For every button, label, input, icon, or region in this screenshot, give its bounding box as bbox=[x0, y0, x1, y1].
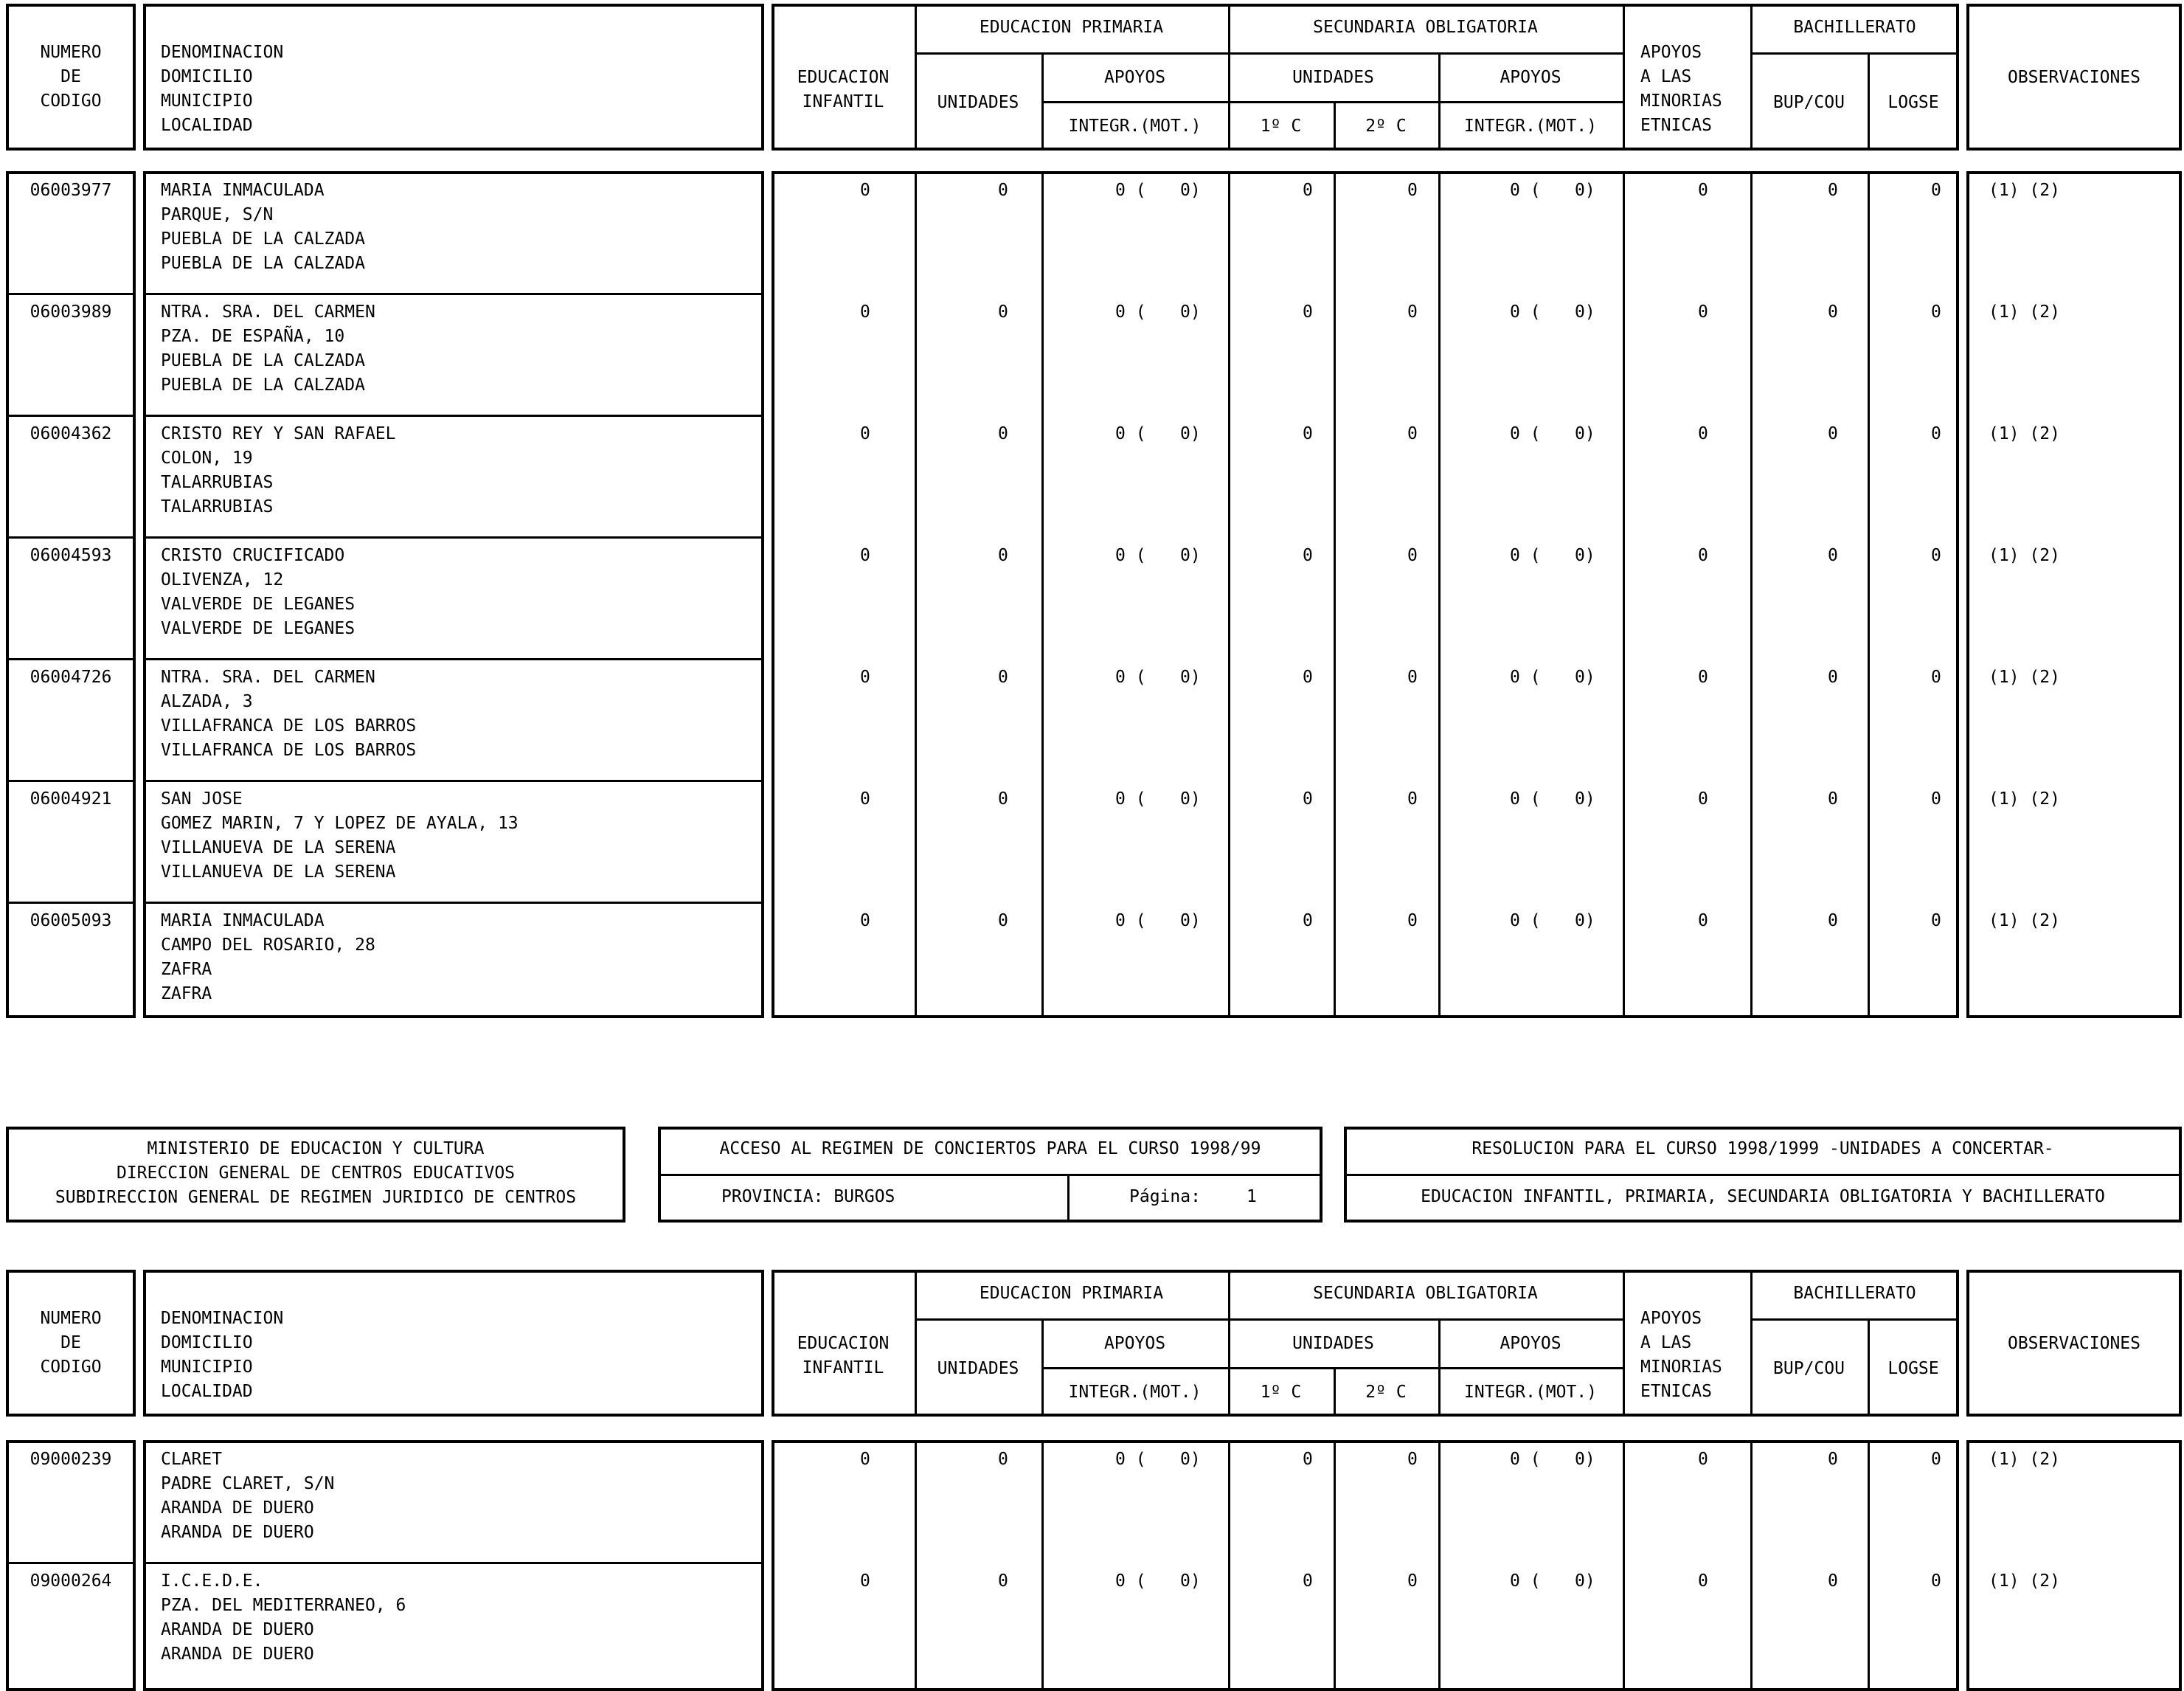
row-denominacion-line: PUEBLA DE LA CALZADA bbox=[161, 254, 365, 273]
rule-line bbox=[143, 536, 764, 539]
row-secundaria-2c: 0 bbox=[1407, 424, 1418, 443]
header-segundo-ciclo: 2º C bbox=[1365, 117, 1407, 136]
row-denominacion-line: GOMEZ MARIN, 7 Y LOPEZ DE AYALA, 13 bbox=[161, 814, 519, 833]
row-code: 09000264 bbox=[30, 1571, 112, 1591]
row-denominacion-line: SAN JOSE bbox=[161, 789, 243, 809]
row-minorias: 0 bbox=[1698, 911, 1708, 930]
row-logse: 0 bbox=[1931, 789, 1941, 809]
header-secundaria-obligatoria: SECUNDARIA OBLIGATORIA bbox=[1313, 18, 1538, 37]
header-bup-cou: BUP/COU bbox=[1773, 93, 1845, 112]
header-minorias-line: A LAS bbox=[1640, 1333, 1692, 1352]
row-denominacion bbox=[161, 179, 736, 276]
row-educacion-infantil: 0 bbox=[860, 1450, 870, 1469]
header-codigo-line: NUMERO bbox=[40, 43, 102, 62]
row-observaciones: (1) (2) bbox=[1989, 668, 2060, 687]
row-primaria-unidades: 0 bbox=[998, 546, 1008, 565]
header-logse: LOGSE bbox=[1887, 93, 1939, 112]
header-educacion-primaria: EDUCACION PRIMARIA bbox=[979, 1284, 1164, 1303]
row-secundaria-1c: 0 bbox=[1303, 1571, 1313, 1591]
header-unidades-secundaria: UNIDADES bbox=[1292, 1334, 1374, 1353]
header-denominacion-line: DENOMINACION bbox=[161, 43, 284, 62]
header-minorias-line: ETNICAS bbox=[1640, 1382, 1712, 1401]
row-bup-cou: 0 bbox=[1828, 424, 1838, 443]
pagina-number: 1 bbox=[1247, 1187, 1257, 1206]
row-secundaria-1c: 0 bbox=[1303, 546, 1313, 565]
rule-line bbox=[6, 780, 136, 782]
rule-line bbox=[143, 902, 764, 904]
row-denominacion-line: VALVERDE DE LEGANES bbox=[161, 619, 356, 638]
row-minorias: 0 bbox=[1698, 546, 1708, 565]
rule-line bbox=[1041, 1367, 1228, 1369]
rule-line bbox=[1623, 171, 1625, 1018]
row-secundaria-apoyos: 0 ( bbox=[1510, 424, 1541, 443]
row-code: 09000239 bbox=[30, 1450, 112, 1469]
row-denominacion-line: NTRA. SRA. DEL CARMEN bbox=[161, 668, 375, 687]
header-educacion-primaria: EDUCACION PRIMARIA bbox=[979, 18, 1164, 37]
header-bup-cou: BUP/COU bbox=[1773, 1359, 1845, 1378]
row-primaria-unidades: 0 bbox=[998, 1450, 1008, 1469]
row-secundaria-integr: 0) bbox=[1575, 1571, 1595, 1591]
row-denominacion-line: VILLAFRANCA DE LOS BARROS bbox=[161, 716, 417, 736]
rule-line bbox=[1750, 52, 1959, 55]
row-secundaria-2c: 0 bbox=[1407, 181, 1418, 200]
row-secundaria-2c: 0 bbox=[1407, 546, 1418, 565]
header-denominacion bbox=[161, 41, 456, 138]
row-denominacion-line: VILLANUEVA DE LA SERENA bbox=[161, 838, 396, 857]
row-code: 06005093 bbox=[30, 911, 112, 930]
body-observaciones-box bbox=[1966, 1440, 2182, 1691]
row-secundaria-2c: 0 bbox=[1407, 1571, 1418, 1591]
header-educacion-infantil-line: EDUCACION bbox=[797, 1334, 890, 1353]
row-observaciones: (1) (2) bbox=[1989, 302, 2060, 322]
row-educacion-infantil: 0 bbox=[860, 1571, 870, 1591]
rule-line bbox=[1623, 1270, 1625, 1417]
ministry-text-line: SUBDIRECCION GENERAL DE REGIMEN JURIDICO DE CENTROS bbox=[55, 1188, 577, 1207]
row-primaria-unidades: 0 bbox=[998, 911, 1008, 930]
rule-line bbox=[915, 171, 917, 1018]
row-secundaria-1c: 0 bbox=[1303, 181, 1313, 200]
row-primaria-integr: 0) bbox=[1180, 1450, 1201, 1469]
row-minorias: 0 bbox=[1698, 1450, 1708, 1469]
header-educacion-infantil-line: INFANTIL bbox=[802, 1358, 884, 1377]
header-secundaria-obligatoria: SECUNDARIA OBLIGATORIA bbox=[1313, 1284, 1538, 1303]
rule-line bbox=[6, 902, 136, 904]
rule-line bbox=[6, 415, 136, 417]
row-primaria-apoyos: 0 ( bbox=[1115, 302, 1146, 322]
row-denominacion-line: PARQUE, S/N bbox=[161, 205, 274, 224]
row-observaciones: (1) (2) bbox=[1989, 546, 2060, 565]
header-minorias-line: MINORIAS bbox=[1640, 1358, 1722, 1377]
header-denominacion-line: DENOMINACION bbox=[161, 1309, 284, 1328]
rule-line bbox=[6, 1562, 136, 1564]
row-logse: 0 bbox=[1931, 911, 1941, 930]
row-observaciones: (1) (2) bbox=[1989, 789, 2060, 809]
row-primaria-integr: 0) bbox=[1180, 546, 1201, 565]
row-denominacion bbox=[161, 300, 736, 398]
ministry-text-line: DIRECCION GENERAL DE CENTROS EDUCATIVOS bbox=[116, 1163, 516, 1183]
row-logse: 0 bbox=[1931, 1450, 1941, 1469]
rule-line bbox=[143, 415, 764, 417]
header-apoyos-secundaria: APOYOS bbox=[1500, 1334, 1561, 1353]
row-minorias: 0 bbox=[1698, 1571, 1708, 1591]
row-denominacion-line: TALARRUBIAS bbox=[161, 497, 274, 516]
row-observaciones: (1) (2) bbox=[1989, 1450, 2060, 1469]
row-logse: 0 bbox=[1931, 546, 1941, 565]
row-primaria-apoyos: 0 ( bbox=[1115, 424, 1146, 443]
row-primaria-unidades: 0 bbox=[998, 1571, 1008, 1591]
header-unidades-primaria: UNIDADES bbox=[937, 93, 1019, 112]
row-minorias: 0 bbox=[1698, 424, 1708, 443]
row-denominacion-line: COLON, 19 bbox=[161, 449, 253, 468]
row-secundaria-1c: 0 bbox=[1303, 424, 1313, 443]
row-primaria-integr: 0) bbox=[1180, 424, 1201, 443]
header-integr-primaria: INTEGR.(MOT.) bbox=[1068, 1383, 1202, 1402]
rule-line bbox=[143, 1562, 764, 1564]
row-denominacion bbox=[161, 1569, 736, 1667]
row-denominacion-line: VILLAFRANCA DE LOS BARROS bbox=[161, 741, 417, 760]
row-logse: 0 bbox=[1931, 1571, 1941, 1591]
row-secundaria-apoyos: 0 ( bbox=[1510, 911, 1541, 930]
row-observaciones: (1) (2) bbox=[1989, 181, 2060, 200]
rule-line bbox=[915, 52, 1623, 55]
header-unidades-primaria: UNIDADES bbox=[937, 1359, 1019, 1378]
header-minorias bbox=[1640, 41, 1751, 138]
body-codigo-box bbox=[6, 1440, 136, 1691]
row-denominacion-line: PZA. DEL MEDITERRANEO, 6 bbox=[161, 1596, 406, 1615]
row-secundaria-2c: 0 bbox=[1407, 911, 1418, 930]
row-secundaria-apoyos: 0 ( bbox=[1510, 668, 1541, 687]
row-denominacion-line: PADRE CLARET, S/N bbox=[161, 1474, 335, 1493]
header-denominacion-line: DOMICILIO bbox=[161, 1333, 253, 1352]
rule-line bbox=[1623, 1440, 1625, 1691]
row-primaria-apoyos: 0 ( bbox=[1115, 789, 1146, 809]
row-secundaria-2c: 0 bbox=[1407, 789, 1418, 809]
row-observaciones: (1) (2) bbox=[1989, 1571, 2060, 1591]
rule-line bbox=[1228, 1367, 1623, 1369]
row-secundaria-2c: 0 bbox=[1407, 302, 1418, 322]
row-educacion-infantil: 0 bbox=[860, 789, 870, 809]
row-primaria-unidades: 0 bbox=[998, 668, 1008, 687]
header-integr-secundaria: INTEGR.(MOT.) bbox=[1463, 1383, 1597, 1402]
acceso-text: ACCESO AL REGIMEN DE CONCIERTOS PARA EL CURSO 1998/99 bbox=[719, 1139, 1261, 1158]
row-primaria-integr: 0) bbox=[1180, 789, 1201, 809]
header-apoyos-primaria: APOYOS bbox=[1103, 68, 1166, 87]
resolucion-text: RESOLUCION PARA EL CURSO 1998/1999 -UNIDADES A CONCERTAR- bbox=[1471, 1139, 2054, 1158]
row-educacion-infantil: 0 bbox=[860, 181, 870, 200]
row-primaria-apoyos: 0 ( bbox=[1115, 911, 1146, 930]
row-educacion-infantil: 0 bbox=[860, 668, 870, 687]
row-bup-cou: 0 bbox=[1828, 181, 1838, 200]
row-denominacion-line: CRISTO CRUCIFICADO bbox=[161, 546, 345, 565]
row-denominacion-line: ARANDA DE DUERO bbox=[161, 1620, 314, 1639]
provincia-text: PROVINCIA: BURGOS bbox=[721, 1187, 895, 1206]
header-codigo-line: DE bbox=[60, 1333, 81, 1352]
row-code: 06004593 bbox=[30, 546, 112, 565]
row-primaria-integr: 0) bbox=[1180, 302, 1201, 322]
rule-line bbox=[1750, 1440, 1753, 1691]
row-denominacion-line: MARIA INMACULADA bbox=[161, 181, 325, 200]
header-codigo-line: NUMERO bbox=[40, 1309, 102, 1328]
header-primer-ciclo: 1º C bbox=[1260, 117, 1302, 136]
rule-line bbox=[1344, 1174, 2182, 1176]
row-denominacion-line: OLIVENZA, 12 bbox=[161, 570, 284, 589]
row-denominacion bbox=[161, 544, 736, 641]
header-educacion-infantil bbox=[772, 1332, 915, 1380]
row-secundaria-1c: 0 bbox=[1303, 1450, 1313, 1469]
row-denominacion-line: ARANDA DE DUERO bbox=[161, 1523, 314, 1542]
header-educacion-infantil bbox=[772, 66, 915, 114]
header-codigo bbox=[6, 1307, 136, 1380]
row-primaria-apoyos: 0 ( bbox=[1115, 181, 1146, 200]
rule-line bbox=[6, 293, 136, 295]
header-integr-secundaria: INTEGR.(MOT.) bbox=[1463, 117, 1597, 136]
header-educacion-infantil-line: INFANTIL bbox=[802, 92, 884, 111]
row-bup-cou: 0 bbox=[1828, 546, 1838, 565]
row-secundaria-apoyos: 0 ( bbox=[1510, 1571, 1541, 1591]
row-denominacion bbox=[161, 665, 736, 763]
rule-line bbox=[1041, 171, 1044, 1018]
rule-line bbox=[1228, 1440, 1230, 1691]
rule-line bbox=[6, 658, 136, 660]
row-denominacion-line: PZA. DE ESPAÑA, 10 bbox=[161, 327, 345, 346]
row-denominacion-line: ALZADA, 3 bbox=[161, 692, 253, 711]
header-logse: LOGSE bbox=[1887, 1359, 1939, 1378]
row-denominacion-line: MARIA INMACULADA bbox=[161, 911, 325, 930]
row-bup-cou: 0 bbox=[1828, 789, 1838, 809]
row-logse: 0 bbox=[1931, 302, 1941, 322]
row-primaria-apoyos: 0 ( bbox=[1115, 1450, 1146, 1469]
body-main-box bbox=[772, 1440, 1959, 1691]
rule-line bbox=[143, 780, 764, 782]
rule-line bbox=[1334, 171, 1336, 1018]
row-denominacion-line: ZAFRA bbox=[161, 984, 212, 1003]
row-primaria-integr: 0) bbox=[1180, 668, 1201, 687]
row-secundaria-integr: 0) bbox=[1575, 424, 1595, 443]
row-secundaria-integr: 0) bbox=[1575, 668, 1595, 687]
row-secundaria-integr: 0) bbox=[1575, 302, 1595, 322]
rule-line bbox=[915, 1318, 1623, 1321]
row-denominacion-line: ARANDA DE DUERO bbox=[161, 1498, 314, 1518]
row-secundaria-integr: 0) bbox=[1575, 181, 1595, 200]
row-denominacion bbox=[161, 787, 736, 885]
rule-line bbox=[1438, 1440, 1441, 1691]
row-secundaria-apoyos: 0 ( bbox=[1510, 546, 1541, 565]
header-bachillerato: BACHILLERATO bbox=[1793, 18, 1916, 37]
row-observaciones: (1) (2) bbox=[1989, 424, 2060, 443]
row-denominacion-line: PUEBLA DE LA CALZADA bbox=[161, 351, 365, 370]
row-observaciones: (1) (2) bbox=[1989, 911, 2060, 930]
header-denominacion bbox=[161, 1307, 456, 1404]
header-bachillerato: BACHILLERATO bbox=[1793, 1284, 1916, 1303]
header-denominacion-line: LOCALIDAD bbox=[161, 1382, 253, 1401]
row-primaria-unidades: 0 bbox=[998, 302, 1008, 322]
rule-line bbox=[658, 1174, 1322, 1176]
row-denominacion-line: CRISTO REY Y SAN RAFAEL bbox=[161, 424, 396, 443]
header-denominacion-line: DOMICILIO bbox=[161, 67, 253, 86]
rule-line bbox=[915, 1440, 917, 1691]
row-secundaria-apoyos: 0 ( bbox=[1510, 181, 1541, 200]
row-logse: 0 bbox=[1931, 668, 1941, 687]
rule-line bbox=[1750, 171, 1753, 1018]
header-integr-primaria: INTEGR.(MOT.) bbox=[1068, 117, 1202, 136]
row-secundaria-integr: 0) bbox=[1575, 911, 1595, 930]
row-secundaria-integr: 0) bbox=[1575, 789, 1595, 809]
rule-line bbox=[1623, 4, 1625, 151]
row-denominacion-line: I.C.E.D.E. bbox=[161, 1571, 263, 1591]
header-codigo-line: CODIGO bbox=[40, 1358, 102, 1377]
rule-line bbox=[143, 658, 764, 660]
row-secundaria-1c: 0 bbox=[1303, 302, 1313, 322]
rule-line bbox=[1041, 1440, 1044, 1691]
rule-line bbox=[1041, 101, 1228, 103]
row-primaria-unidades: 0 bbox=[998, 424, 1008, 443]
row-secundaria-apoyos: 0 ( bbox=[1510, 789, 1541, 809]
row-educacion-infantil: 0 bbox=[860, 911, 870, 930]
row-educacion-infantil: 0 bbox=[860, 546, 870, 565]
row-secundaria-integr: 0) bbox=[1575, 546, 1595, 565]
row-secundaria-apoyos: 0 ( bbox=[1510, 302, 1541, 322]
row-secundaria-2c: 0 bbox=[1407, 1450, 1418, 1469]
rule-line bbox=[1228, 101, 1623, 103]
row-minorias: 0 bbox=[1698, 181, 1708, 200]
ministry-text-line: MINISTERIO DE EDUCACION Y CULTURA bbox=[147, 1139, 485, 1158]
header-denominacion-line: LOCALIDAD bbox=[161, 116, 253, 135]
header-observaciones: OBSERVACIONES bbox=[2007, 1334, 2140, 1353]
header-primer-ciclo: 1º C bbox=[1260, 1383, 1302, 1402]
row-denominacion bbox=[161, 909, 736, 1006]
row-secundaria-2c: 0 bbox=[1407, 668, 1418, 687]
row-minorias: 0 bbox=[1698, 302, 1708, 322]
row-denominacion-line: CAMPO DEL ROSARIO, 28 bbox=[161, 936, 375, 955]
pagina-label: Página: bbox=[1129, 1187, 1201, 1206]
header-denominacion-line: MUNICIPIO bbox=[161, 91, 253, 111]
row-primaria-apoyos: 0 ( bbox=[1115, 668, 1146, 687]
header-apoyos-primaria: APOYOS bbox=[1103, 1334, 1166, 1353]
row-minorias: 0 bbox=[1698, 668, 1708, 687]
row-secundaria-1c: 0 bbox=[1303, 911, 1313, 930]
header-minorias bbox=[1640, 1307, 1751, 1404]
row-logse: 0 bbox=[1931, 181, 1941, 200]
header-minorias-line: APOYOS bbox=[1640, 1309, 1702, 1328]
row-educacion-infantil: 0 bbox=[860, 302, 870, 322]
header-unidades-secundaria: UNIDADES bbox=[1292, 68, 1374, 87]
row-primaria-integr: 0) bbox=[1180, 181, 1201, 200]
row-denominacion-line: TALARRUBIAS bbox=[161, 473, 274, 492]
body-main-box bbox=[772, 171, 1959, 1018]
header-denominacion-line: MUNICIPIO bbox=[161, 1358, 253, 1377]
header-minorias-line: ETNICAS bbox=[1640, 116, 1712, 135]
row-code: 06004726 bbox=[30, 668, 112, 687]
row-primaria-unidades: 0 bbox=[998, 789, 1008, 809]
row-educacion-infantil: 0 bbox=[860, 424, 870, 443]
header-minorias-line: APOYOS bbox=[1640, 43, 1702, 62]
row-code: 06004362 bbox=[30, 424, 112, 443]
rule-line bbox=[143, 293, 764, 295]
row-denominacion-line: VALVERDE DE LEGANES bbox=[161, 595, 356, 614]
row-secundaria-apoyos: 0 ( bbox=[1510, 1450, 1541, 1469]
rule-line bbox=[1868, 171, 1870, 1018]
row-logse: 0 bbox=[1931, 424, 1941, 443]
rule-line bbox=[1067, 1174, 1070, 1223]
row-minorias: 0 bbox=[1698, 789, 1708, 809]
row-denominacion bbox=[161, 422, 736, 519]
body-codigo-box bbox=[6, 171, 136, 1018]
row-secundaria-1c: 0 bbox=[1303, 789, 1313, 809]
row-code: 06004921 bbox=[30, 789, 112, 809]
header-codigo bbox=[6, 41, 136, 114]
rule-line bbox=[1750, 1318, 1959, 1321]
body-observaciones-box bbox=[1966, 171, 2182, 1018]
row-primaria-apoyos: 0 ( bbox=[1115, 1571, 1146, 1591]
niveles-text: EDUCACION INFANTIL, PRIMARIA, SECUNDARIA OBLIGATORIA Y BACHILLERATO bbox=[1421, 1187, 2105, 1206]
rule-line bbox=[1868, 1440, 1870, 1691]
row-denominacion bbox=[161, 1448, 736, 1545]
rule-line bbox=[6, 536, 136, 539]
row-denominacion-line: ARANDA DE DUERO bbox=[161, 1645, 314, 1664]
header-apoyos-secundaria: APOYOS bbox=[1500, 68, 1561, 87]
row-denominacion-line: NTRA. SRA. DEL CARMEN bbox=[161, 302, 375, 322]
row-secundaria-1c: 0 bbox=[1303, 668, 1313, 687]
header-codigo-line: DE bbox=[60, 67, 81, 86]
row-bup-cou: 0 bbox=[1828, 1571, 1838, 1591]
row-primaria-apoyos: 0 ( bbox=[1115, 546, 1146, 565]
row-bup-cou: 0 bbox=[1828, 302, 1838, 322]
header-segundo-ciclo: 2º C bbox=[1365, 1383, 1407, 1402]
header-minorias-line: MINORIAS bbox=[1640, 91, 1722, 111]
header-observaciones: OBSERVACIONES bbox=[2007, 68, 2140, 87]
row-denominacion-line: ZAFRA bbox=[161, 960, 212, 979]
row-primaria-integr: 0) bbox=[1180, 1571, 1201, 1591]
header-codigo-line: CODIGO bbox=[40, 91, 102, 111]
row-bup-cou: 0 bbox=[1828, 668, 1838, 687]
rule-line bbox=[1228, 171, 1230, 1018]
row-denominacion-line: VILLANUEVA DE LA SERENA bbox=[161, 862, 396, 882]
rule-line bbox=[1438, 171, 1441, 1018]
row-primaria-unidades: 0 bbox=[998, 181, 1008, 200]
row-denominacion-line: PUEBLA DE LA CALZADA bbox=[161, 229, 365, 249]
row-denominacion-line: PUEBLA DE LA CALZADA bbox=[161, 376, 365, 395]
rule-line bbox=[1334, 1440, 1336, 1691]
header-minorias-line: A LAS bbox=[1640, 67, 1692, 86]
row-bup-cou: 0 bbox=[1828, 1450, 1838, 1469]
ministry-text bbox=[6, 1137, 625, 1210]
row-bup-cou: 0 bbox=[1828, 911, 1838, 930]
row-secundaria-integr: 0) bbox=[1575, 1450, 1595, 1469]
row-code: 06003989 bbox=[30, 302, 112, 322]
header-educacion-infantil-line: EDUCACION bbox=[797, 68, 890, 87]
row-denominacion-line: CLARET bbox=[161, 1450, 223, 1469]
row-code: 06003977 bbox=[30, 181, 112, 200]
row-primaria-integr: 0) bbox=[1180, 911, 1201, 930]
